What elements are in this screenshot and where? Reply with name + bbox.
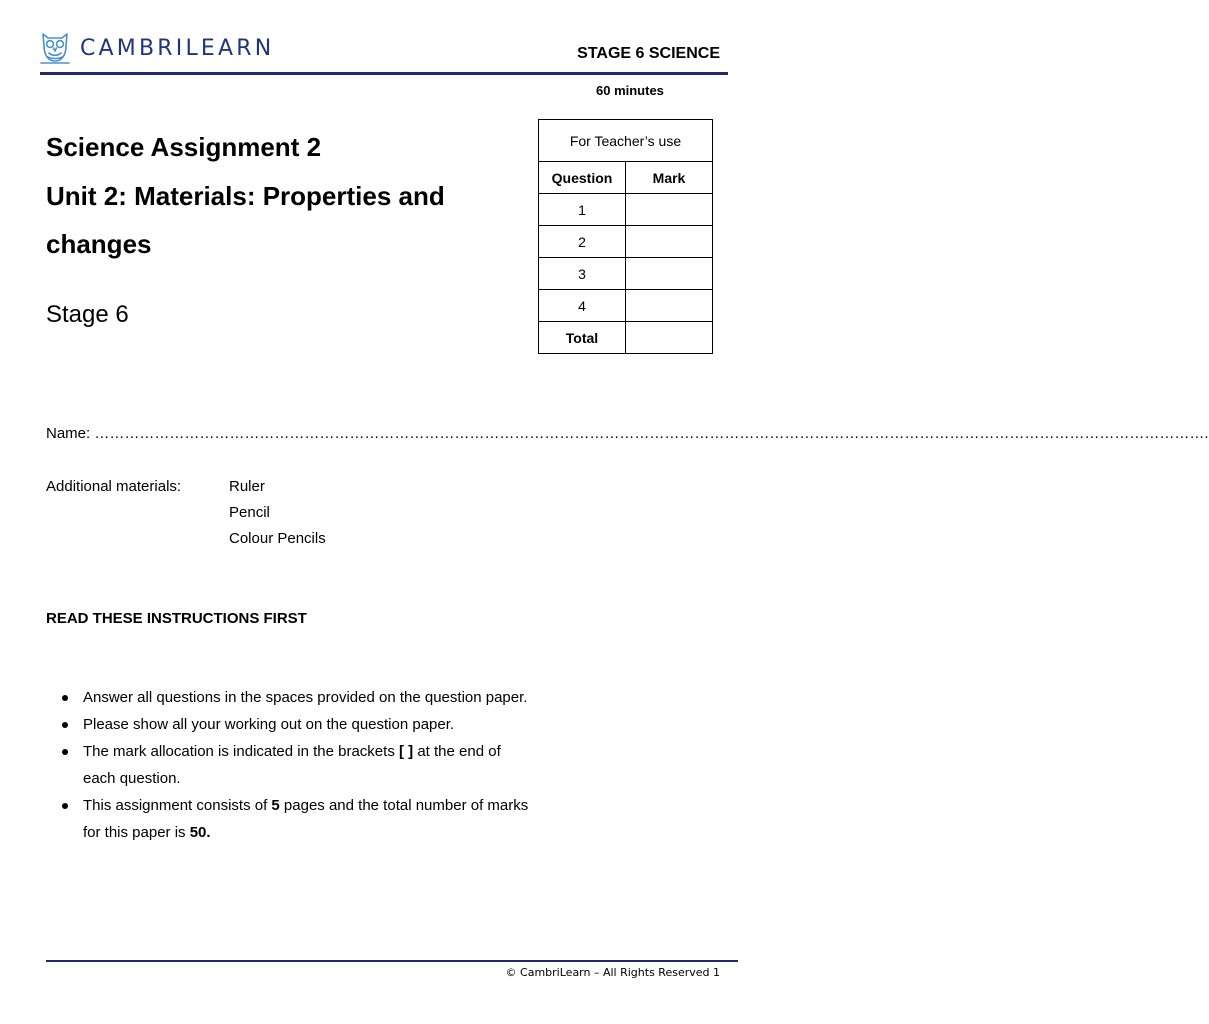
unit-title-line1: Unit 2: Materials: Properties and xyxy=(46,181,445,211)
bracket-marker: [ ] xyxy=(399,743,414,760)
name-label: Name: xyxy=(46,425,91,442)
instructions-heading: READ THESE INSTRUCTIONS FIRST xyxy=(46,610,307,627)
question-column-header: Question xyxy=(539,162,626,194)
page-count: 5 xyxy=(271,797,280,814)
bullet-icon xyxy=(62,803,68,809)
teacher-table-caption: For Teacher’s use xyxy=(539,120,713,162)
bullet-icon xyxy=(62,749,68,755)
table-row xyxy=(539,226,713,258)
assignment-title: Science Assignment 2 xyxy=(46,132,322,162)
mark-cell xyxy=(626,194,713,226)
name-field xyxy=(46,425,1209,442)
table-row xyxy=(539,322,713,354)
table-row xyxy=(539,258,713,290)
brand-logo xyxy=(40,30,274,66)
brand-name: CAMBRILEARN xyxy=(80,35,275,61)
copyright-notice: © CambriLearn – All Rights Reserved 1 xyxy=(505,966,720,979)
mark-cell xyxy=(626,226,713,258)
mark-cell xyxy=(626,290,713,322)
total-label: Total xyxy=(539,322,626,354)
list-item: The mark allocation is indicated in the brackets [ ] at the end of each question. xyxy=(62,738,532,792)
total-marks: 50. xyxy=(189,824,211,841)
header-divider xyxy=(40,72,728,75)
table-row xyxy=(539,194,713,226)
name-dotted-line: ……………………………………………………………………………………………………………………………………………………………………………………………………. xyxy=(94,425,1209,442)
unit-title-line2: changes xyxy=(46,229,152,259)
bullet-icon xyxy=(62,695,68,701)
material-item: Ruler xyxy=(229,478,265,495)
footer-divider xyxy=(46,960,738,962)
list-item: Answer all questions in the spaces provided on the question paper. xyxy=(62,684,532,711)
duration-label: 60 minutes xyxy=(596,83,664,98)
list-item: This assignment consists of 5 pages and the total number of marks for this paper is 50. xyxy=(62,792,532,846)
subject-title: STAGE 6 SCIENCE xyxy=(577,45,720,62)
question-number: 4 xyxy=(539,290,626,322)
question-number: 1 xyxy=(539,194,626,226)
mark-column-header: Mark xyxy=(626,162,713,194)
mark-cell xyxy=(626,258,713,290)
list-item: Please show all your working out on the question paper. xyxy=(62,711,532,738)
instructions-list xyxy=(62,684,532,846)
teacher-marks-table xyxy=(538,119,713,354)
materials-label: Additional materials: xyxy=(46,478,182,495)
question-number: 2 xyxy=(539,226,626,258)
owl-logo-icon xyxy=(40,30,70,66)
bullet-icon xyxy=(62,722,68,728)
material-item: Colour Pencils xyxy=(229,530,326,547)
table-row xyxy=(539,290,713,322)
stage-label: Stage 6 xyxy=(46,301,129,328)
question-number: 3 xyxy=(539,258,626,290)
total-mark-cell xyxy=(626,322,713,354)
material-item: Pencil xyxy=(229,504,270,521)
